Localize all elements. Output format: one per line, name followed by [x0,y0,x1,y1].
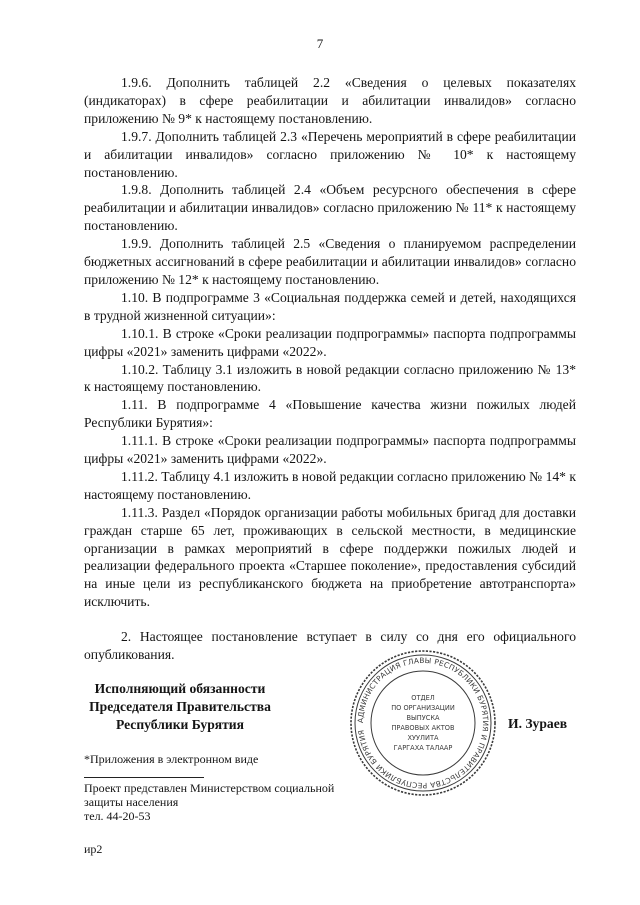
paragraph-2: 2. Настоящее постановление вступает в силу со дня его официального опубликования. [84,629,576,663]
paragraph-1-9-6: 1.9.6. Дополнить таблицей 2.2 «Сведения о целевых показателях (индикаторах) в сфере реабилитации и абилитации инвалидов» согласно приложению № 9* к настоящему постановлению. [84,75,576,126]
attachments-note: *Приложения в электронном виде [84,752,259,766]
signatory-title [60,680,300,734]
signatory-name: И. Зураев [508,716,568,731]
paragraph-1-9-7: 1.9.7. Дополнить таблицей 2.3 «Перечень мероприятий в сфере реабилитации и абилитации инвалидов» согласно приложению № 10* к настоящему постановлению. [84,128,576,180]
official-seal [348,648,498,798]
seal-center-line: ПРАВОВЫХ АКТОВ [391,724,455,732]
paragraph-1-9-8: 1.9.8. Дополнить таблицей 2.4 «Объем ресурсного обеспечения в сфере реабилитации и абилитации инвалидов» согласно приложению № 11* к настоящему постановлению. [84,182,576,234]
signatory-title-line: Председателя Правительства [89,698,271,714]
seal-center-line: ГАРГАХА ТАЛААР [393,744,453,752]
footer-line: защиты населения [84,795,179,810]
footer-note [84,781,374,824]
paragraph-1-9-9: 1.9.9. Дополнить таблицей 2.5 «Сведения о планируемом распределении бюджетных ассигнований в сфере реабилитации и абилитации инвалидов» согласно приложению № 12* к настоящему постановлению. [84,236,576,287]
footer-code: ир2 [84,842,103,856]
page-number: 7 [316,36,324,51]
seal-center-line: ПО ОРГАНИЗАЦИИ [391,704,455,712]
footer-divider [84,777,204,778]
paragraph-1-10-1: 1.10.1. В строке «Сроки реализации подпрограммы» паспорта подпрограммы цифры «2021» заменить цифрами «2022». [84,325,576,359]
paragraph-1-11-2: 1.11.2. Таблицу 4.1 изложить в новой редакции согласно приложению № 14* к настоящему постановлению. [84,468,576,502]
footer-line: Проект представлен Министерством социальной [84,781,335,795]
paragraph-1-10-2: 1.10.2. Таблицу 3.1 изложить в новой редакции согласно приложению № 13* к настоящему постановлению. [84,361,576,395]
seal-center-line: ВЫПУСКА [406,714,440,722]
paragraph-1-11-3: 1.11.3. Раздел «Порядок организации работы мобильных бригад для доставки граждан старше 65 лет, проживающих в сельской местности, в медицинские организации в рамках мероприятий в сфере поддержки пожилых людей и реализации федерального проекта «Старшее поколение», предоставления субсидий на иные цели из республиканского бюджета на приобретение автотранспорта» исключить. [84,504,576,610]
seal-ring-text: АДМИНИСТРАЦИЯ ГЛАВЫ РЕСПУБЛИКИ БУРЯТИЯ И ПРАВИТЕЛЬСТВА РЕСПУБЛИКИ БУРЯТИЯ [355,655,491,791]
paragraph-1-10: 1.10. В подпрограмме 3 «Социальная поддержка семей и детей, находящихся в трудной жизненной ситуации»: [84,289,576,323]
signatory-title-line: Исполняющий обязанности [94,681,266,696]
footer-phone: тел. 44-20-53 [84,809,151,824]
body-text [84,74,576,664]
seal-center-line: ОТДЕЛ [411,694,435,702]
signatory-title-line: Республики Бурятия [115,716,244,732]
paragraph-1-11: 1.11. В подпрограмме 4 «Повышение качества жизни пожилых людей Республики Бурятия»: [84,397,576,431]
paragraph-1-11-1: 1.11.1. В строке «Сроки реализации подпрограммы» паспорта подпрограммы цифры «2021» заменить цифрами «2022». [84,433,576,467]
seal-center-line: ХУУЛИТА [407,734,439,742]
